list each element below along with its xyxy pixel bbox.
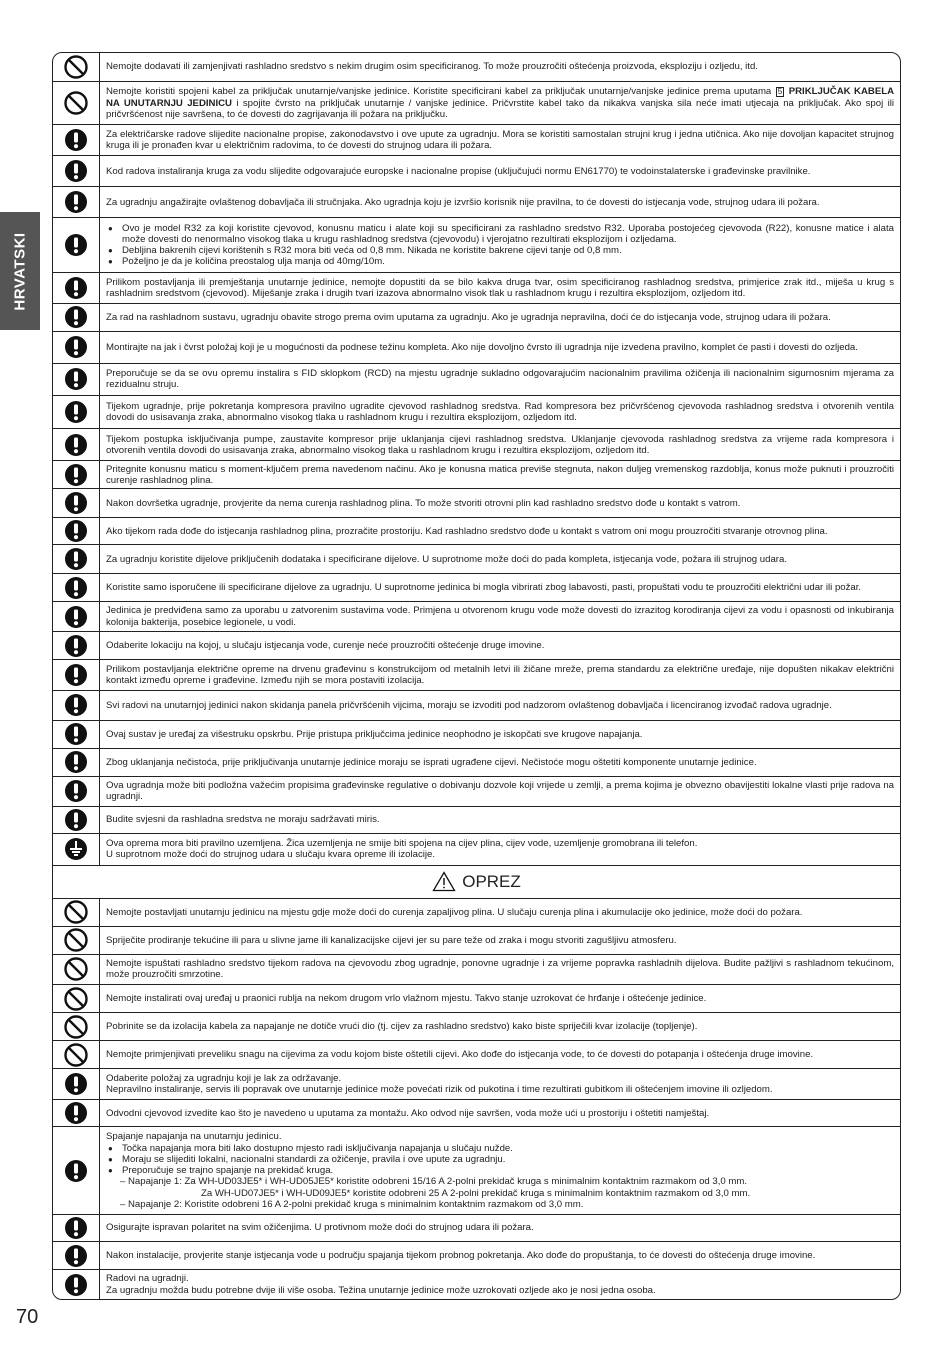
- mandatory-icon: [53, 545, 100, 573]
- row-text: [100, 807, 900, 833]
- row-text: [100, 125, 900, 155]
- mandatory-icon: [53, 1242, 100, 1269]
- table-row: [53, 429, 900, 461]
- table-row: [53, 632, 900, 660]
- row-text-line: Prilikom postavljanja električne opreme na drvenu građevinu s konstrukcijom od metalnih letvi ili žičane mreže, prema standardu za električne uređaje, nije dopušten nikakav električni kontakt između opreme i građevine. Između njih se mora postaviti izolacija.: [106, 663, 894, 687]
- row-text-line: Spriječite prodiranje tekućine ili para u slivne jame ili kanalizacijske cijevi jer su pare teže od zraka i mogu stvoriti zagušljivu atmosferu.: [106, 934, 677, 946]
- bullet-item: ● Debljina bakrenih cijevi korištenih s R32 mora biti veća od 0,8 mm. Nikada ne koristite bakrene cijevi tanje od 0,8 mm.: [122, 245, 894, 256]
- mandatory-icon: [53, 632, 100, 659]
- row-text-line: Prilikom postavljanja ili premještanja unutarnje jedinice, nemojte dopustiti da se bilo kakva druga tvar, osim specificiranog rashladnog sredstva, primjerice zrak itd., miješa u krug s rashladnim sredstvom (cjevovod). Miješanje zraka i drugih tvari izazova abnormalno visok tlak u rashladnom krugu i rezultira eksplozijom, ozljedom itd.: [106, 276, 894, 299]
- mandatory-icon: [53, 1127, 100, 1214]
- reference-box: 5: [777, 87, 783, 97]
- row-text-line: Tijekom postupka isključivanja pumpe, zaustavite kompresor prije uklanjanja cijevi rashladnog sredstva. Uklanjanje cjevovoda rashladnog sredstva za vrijeme rada kompresora i otvorenih ventila dovodi do usisavanja zraka, abnormalno visokog tlaka u rashladnom krugu i rezultira eksplozijom, ozljedom itd.: [106, 433, 894, 456]
- row-text: [100, 721, 900, 748]
- sub-item: – Napajanje 1: Za WH-UD03JE5* i WH-UD05JE5* koristite odobreni 15/16 A 2-polni prekidač kruga s minimalnim kontaktnim razmakom od 3,0 mm.: [120, 1176, 748, 1188]
- mandatory-icon: [53, 749, 100, 776]
- table-row: [53, 53, 900, 82]
- row-text: [100, 364, 900, 395]
- mandatory-icon: [53, 187, 100, 217]
- table-row: [53, 332, 900, 364]
- page-number: 70: [16, 1306, 39, 1328]
- row-text: [100, 1270, 900, 1299]
- table-row: [53, 899, 900, 928]
- row-text-line: Montirajte na jak i čvrst položaj koji je u mogućnosti da podnese težinu kompleta. Ako nije dovoljno čvrsto ili ugradnja nije izvedena pravilno, komplet će pasti i dovesti do ozljeda.: [106, 341, 858, 353]
- row-text-line: Preporučuje se da se ovu opremu instalira s FID sklopkom (RCD) na mjestu ugradnje sukladno odgovarajućim nacionalnim pravilima ožičenja ili nacionalnim sigurnosnim mjerama za rezidualnu struju.: [106, 367, 894, 391]
- bullet-item: ● Točka napajanja mora biti lako dostupno mjesto radi isključivanja napajanja u slučaju nužde.: [122, 1143, 894, 1154]
- bullet-item: ● Moraju se slijediti lokalni, nacionalni standardi za ožičenje, pravila i ove upute za ugradnju.: [122, 1154, 894, 1165]
- table-row: [53, 660, 900, 691]
- table-row: [53, 749, 900, 777]
- row-text: [100, 1013, 900, 1040]
- row-text-line: Za ugradnju angažirajte ovlaštenog dobavljača ili stručnjaka. Ako ugradnja koju je izvršio korisnik nije pravilna, to će dovesti do istjecanja vode, strujnog udara ili požara.: [106, 196, 820, 208]
- mandatory-icon: [53, 429, 100, 460]
- mandatory-icon: [53, 461, 100, 488]
- row-text: [100, 985, 900, 1012]
- row-text-line: Budite svjesni da rashladna sredstva ne moraju sadržavati miris.: [106, 814, 380, 826]
- mandatory-icon: [53, 156, 100, 186]
- row-text: [100, 632, 900, 659]
- prohibit-icon: [53, 82, 100, 124]
- table-row: [53, 834, 900, 866]
- row-text-line: Svi radovi na unutarnjoj jedinici nakon skidanja panela pričvršćenih vijcima, moraju se izvoditi pod nadzorom ovlaštenog dobavljača i licenciranog izvođač radova ugradnje.: [106, 699, 832, 711]
- row-text: [100, 660, 900, 690]
- row-text-line: U suprotnom može doći do strujnog udara u slučaju kvara opreme ili izolacije.: [106, 849, 436, 861]
- table-row: [53, 1127, 900, 1215]
- table-row: [53, 1215, 900, 1242]
- table-row: [53, 1041, 900, 1069]
- mandatory-icon: [53, 518, 100, 544]
- row-text: [100, 834, 900, 865]
- row-text-line: Nakon dovršetka ugradnje, provjerite da nema curenja rashladnog plina. To može stvoriti otrovni plin kad rashladno sredstvo dođe u kontakt s vatrom.: [106, 497, 741, 509]
- table-row: [53, 218, 900, 273]
- row-text-line: Odvodni cjevovod izvedite kao što je navedeno u uputama za montažu. Ako odvod nije savršen, voda može ući u prostoriju i oštetiti namještaj.: [106, 1107, 710, 1119]
- mandatory-icon: [53, 691, 100, 720]
- mandatory-icon: [53, 807, 100, 833]
- row-text-line: Nakon instalacije, provjerite stanje istjecanja vode u području spajanja tijekom probnog pokretanja. Ako dođe do propuštanja, to će dovesti do oštećenja druge imovine.: [106, 1250, 816, 1261]
- row-text: [100, 1069, 900, 1099]
- row-text-line: Ova ugradnja može biti podložna važećim propisima građevinske regulative o dobivanju dozvole koji vrijede u zemlji, a prema kojima je obvezno obavijestiti lokalne vlasti prije radova na ugradnji.: [106, 780, 894, 803]
- caution-title: OPREZ: [462, 871, 521, 891]
- sub-item: Za WH-UD07JE5* i WH-UD09JE5* koristite odobreni 25 A 2-polni prekidač kruga s minimalnim kontaktnim razmakom od 3,0 mm.: [201, 1187, 751, 1199]
- table-row: [53, 1013, 900, 1041]
- prohibit-icon: [53, 1041, 100, 1068]
- row-text: [100, 574, 900, 601]
- mandatory-icon: [53, 364, 100, 395]
- table-row: [53, 304, 900, 332]
- row-text: [100, 518, 900, 544]
- row-text: [100, 1127, 900, 1214]
- row-text-line: [106, 86, 894, 120]
- row-text-line: Odaberite lokaciju na kojoj, u slučaju istjecanja vode, curenje neće prouzročiti oštećenje druge imovine.: [106, 639, 545, 651]
- prohibit-icon: [53, 955, 100, 985]
- row-text: [100, 545, 900, 573]
- row-text: [100, 899, 900, 927]
- row-text-line: Nemojte primjenjivati preveliku snagu na cijevima za vodu kojom biste oštetili cijevi. Ako dođe do istjecanja vode, to će dovesti do potapanja i oštećenja druge imovine.: [106, 1049, 814, 1061]
- row-text-line: Za ugradnju možda budu potrebne dvije ili više osoba. Težina unutarnje jedinice može uzrokovati ozljede ako je nosi jedna osoba.: [106, 1284, 656, 1296]
- mandatory-icon: [53, 273, 100, 303]
- bullet-item: ● Poželjno je da je količina preostalog ulja manja od 40mg/10m.: [122, 256, 894, 267]
- row-text: [100, 1242, 900, 1269]
- sub-item: – Napajanje 2: Koristite odobreni 16 A 2-polni prekidač kruga s minimalnim kontaktnim razmakom od 3,0 mm.: [120, 1198, 584, 1210]
- caution-triangle-icon: [432, 871, 456, 892]
- row-lead: Spajanje napajanja na unutarnju jedinicu.: [106, 1131, 282, 1143]
- row-text-line: Odaberite položaj za ugradnju koji je lak za održavanje.: [106, 1073, 342, 1085]
- bullet-item: ● Preporučuje se trajno spajanje na prekidač kruga.: [122, 1165, 894, 1176]
- row-text-line: Nemojte ispuštati rashladno sredstvo tijekom radova na cjevovodu zbog ugradnje, ponovne ugradnje i za vrijeme popravka rashladnih dijelova. Budite pažljivi s rashladnom tekućinom, može prouzročiti smrzotine.: [106, 958, 894, 981]
- mandatory-icon: [53, 218, 100, 272]
- row-text: [100, 53, 900, 81]
- row-text-line: Nepravilno instaliranje, servis ili popravak ove unutarnje jedinice može povećati rizik od pukotina i time rezultirati gubitkom ili oštećenjem imovine ili ozljedom.: [106, 1084, 773, 1096]
- table-row: [53, 985, 900, 1013]
- mandatory-icon: [53, 1215, 100, 1241]
- language-label: HRVATSKI: [11, 231, 29, 311]
- bullet-list: [106, 223, 894, 268]
- row-text: [100, 396, 900, 429]
- table-row: [53, 1270, 900, 1299]
- table-row: [53, 807, 900, 834]
- row-text-line: Tijekom ugradnje, prije pokretanja kompresora pravilno ugradite cjevovod rashladnog sredstva. Rad kompresora bez pričvršćenog cjevovoda rashladnog sredstva i otvorenih ventila dovodi do usisavanja zraka, abnormalno visokog tlaka u rashladnom krugu i rezultira eksplozijom, ozljedom itd.: [106, 400, 894, 423]
- prohibit-icon: [53, 899, 100, 927]
- table-row: [53, 1242, 900, 1270]
- mandatory-icon: [53, 602, 100, 631]
- row-text: [100, 461, 900, 488]
- row-text: [100, 82, 900, 124]
- mandatory-icon: [53, 777, 100, 806]
- row-text-line: Koristite samo isporučene ili specificirane dijelove za ugradnju. U suprotnome jedinica bi mogla vibrirati zbog labavosti, pasti, propuštati vodu te prouzročiti električni udar ili požar.: [106, 582, 862, 594]
- table-row: [53, 927, 900, 954]
- row-text: [100, 273, 900, 303]
- row-text: [100, 304, 900, 331]
- row-text: [100, 602, 900, 631]
- table-row: [53, 721, 900, 749]
- table-row: [53, 461, 900, 489]
- row-text: [100, 955, 900, 985]
- row-text-line: Ovaj sustav je uređaj za višestruku opskrbu. Prije pristupa priključcima jedinice neophodno je iskopčati sve krugove napajanja.: [106, 728, 643, 740]
- table-row: [53, 187, 900, 218]
- row-text-line: Za električarske radove slijedite nacionalne propise, zakonodavstvo i ove upute za ugradnju. Mora se koristiti samostalan strujni krug i jedna utičnica. Ako nije dovoljan kapacitet strujnog kruga ili je pronađen kvar u električnim radovima, to će dovesti do strujnog udara ili požara.: [106, 129, 894, 152]
- text-part: i spojite čvrsto na priključak unutarnje / vanjske jedinice. Pričvrstite kabel tako da nikakva vanjska sila neće imati utjecaja na priključak. Ako spoj ili pričvršćenost nije savršena, to će dovesti do zagrijavanja ili požara na priključku.: [106, 97, 894, 120]
- row-text-line: Za rad na rashladnom sustavu, ugradnju obavite strogo prema ovim uputama za ugradnju. Ako je ugradnja nepravilna, doći će do istjecanja vode, strujnog udara ili požara.: [106, 311, 831, 323]
- mandatory-icon: [53, 304, 100, 331]
- row-text-line: Ova oprema mora biti pravilno uzemljena. Žica uzemljenja ne smije biti spojena na cijev plina, cijev vode, uzemljenje gromobrana ili telefon.: [106, 838, 698, 850]
- prohibit-icon: [53, 985, 100, 1012]
- prohibit-icon: [53, 53, 100, 81]
- row-text: [100, 429, 900, 460]
- row-text-line: Radovi na ugradnji.: [106, 1273, 189, 1285]
- table-row: [53, 489, 900, 518]
- row-text-line: Zbog uklanjanja nečistoća, prije priključivanja unutarnje jedinice moraju se isprati ugrađene cijevi. Nečistoće mogu oštetiti komponente unutarnje jedinice.: [106, 756, 757, 768]
- row-text-line: Nemojte dodavati ili zamjenjivati rashladno sredstvo s nekim drugim osim specificiranog. To može prouzročiti oštećenja proizvoda, eksploziju i ozljedu, itd.: [106, 61, 758, 73]
- row-text-line: Pobrinite se da izolacija kabela za napajanje ne dotiče vrući dio (tj. cijev za rashladno sredstvo) kako biste spriječili kvar izolacije (topljenje).: [106, 1021, 698, 1033]
- table-row: [53, 1069, 900, 1100]
- row-text: [100, 1100, 900, 1126]
- table-row: [53, 156, 900, 187]
- mandatory-icon: [53, 1069, 100, 1099]
- row-text: [100, 1041, 900, 1068]
- table-row: [53, 396, 900, 430]
- row-text-line: Za ugradnju koristite dijelove priključenih dodataka i specificirane dijelove. U suprotnome može doći do pada kompleta, istjecanja vode, požara ili strujnog udara.: [106, 553, 788, 565]
- earth-icon: [53, 834, 100, 865]
- row-text-line: Osigurajte ispravan polaritet na svim ožičenjima. U protivnom može doći do strujnog udara ili požara.: [106, 1222, 534, 1234]
- row-text: [100, 218, 900, 272]
- row-text: [100, 332, 900, 363]
- row-text: [100, 156, 900, 186]
- table-row: [53, 602, 900, 632]
- prohibit-icon: [53, 1013, 100, 1040]
- safety-table: [52, 52, 901, 1300]
- row-text: [100, 777, 900, 806]
- row-text: [100, 1215, 900, 1241]
- caution-header: [53, 866, 900, 899]
- row-text-line: Nemojte postavljati unutarnju jedinicu na mjestu gdje može doći do curenja zapaljivog plina. U slučaju curenja plina i akumulacije oko jedinice, može doći do požara.: [106, 906, 803, 918]
- text-part: Nemojte koristiti spojeni kabel za priključak unutarnje/vanjske jedinice. Koristite specificirani kabel za priključak unutarnje/vanjske jedinice prema uputama: [106, 86, 772, 98]
- mandatory-icon: [53, 574, 100, 601]
- table-row: [53, 574, 900, 602]
- row-text: [100, 691, 900, 720]
- bullet-list: [106, 1143, 894, 1177]
- row-text-line: Pritegnite konusnu maticu s moment-ključem prema navedenom načinu. Ako je konusna matica previše stegnuta, nakon duljeg vremenskog razdoblja, konus može puknuti i prouzročiti curenje rashladnog plina.: [106, 463, 894, 486]
- mandatory-icon: [53, 332, 100, 363]
- table-row: [53, 518, 900, 545]
- table-row: [53, 82, 900, 125]
- row-text: [100, 489, 900, 517]
- mandatory-icon: [53, 721, 100, 748]
- table-row: [53, 364, 900, 396]
- table-row: [53, 545, 900, 574]
- bullet-item: ● Ovo je model R32 za koji koristite cjevovod, konusnu maticu i alate koji su specificirani za rashladno sredstvo R32. Uporaba postojećeg cjevovoda (R22), konusne matice i alata može dovesti do nenormalno visokog tlaka u krugu rashladnog sredstva (cjevovodu) i vjerojatno rezultirati eksplozijom i ozljedama.: [122, 223, 894, 245]
- row-text-line: Kod radova instaliranja kruga za vodu slijedite odgovarajuće europske i nacionalne propise (uključujući normu EN61770) te vodoinstalaterske i građevinske pravilnike.: [106, 165, 811, 177]
- table-row: [53, 691, 900, 721]
- table-row: [53, 955, 900, 986]
- row-text: [100, 749, 900, 776]
- mandatory-icon: [53, 396, 100, 429]
- mandatory-icon: [53, 125, 100, 155]
- row-text-line: Nemojte instalirati ovaj uređaj u praonici rublja na nekom drugom vrlo vlažnom mjestu. Takvo stanje uzrokovat će hrđanje i oštećenje jedinice.: [106, 993, 707, 1005]
- mandatory-icon: [53, 1100, 100, 1126]
- language-side-tab: [0, 212, 40, 330]
- table-row: [53, 777, 900, 807]
- row-text-line: Ako tijekom rada dođe do istjecanja rashladnog plina, prozračite prostoriju. Kad rashladno sredstvo dođe u kontakt s vatrom oni mogu prouzročiti stvaranje otrovnog plina.: [106, 525, 828, 537]
- table-row: [53, 125, 900, 156]
- table-row: [53, 1100, 900, 1127]
- row-text: [100, 927, 900, 953]
- reference-title: PRIKLJUČAK KABELA NA UNUTARNJU JEDINICU: [106, 86, 895, 109]
- row-text-line: Jedinica je predviđena samo za uporabu u zatvorenim sustavima vode. Primjena u otvorenom krugu vode može dovesti do izrazitog korodiranja cijevi za vodu i opasnosti od inkubiranja kolonija bakterija, posebice legionele, u vodi.: [106, 605, 894, 628]
- mandatory-icon: [53, 489, 100, 517]
- table-row: [53, 273, 900, 304]
- row-text: [100, 187, 900, 217]
- mandatory-icon: [53, 1270, 100, 1299]
- mandatory-icon: [53, 660, 100, 690]
- prohibit-icon: [53, 927, 100, 953]
